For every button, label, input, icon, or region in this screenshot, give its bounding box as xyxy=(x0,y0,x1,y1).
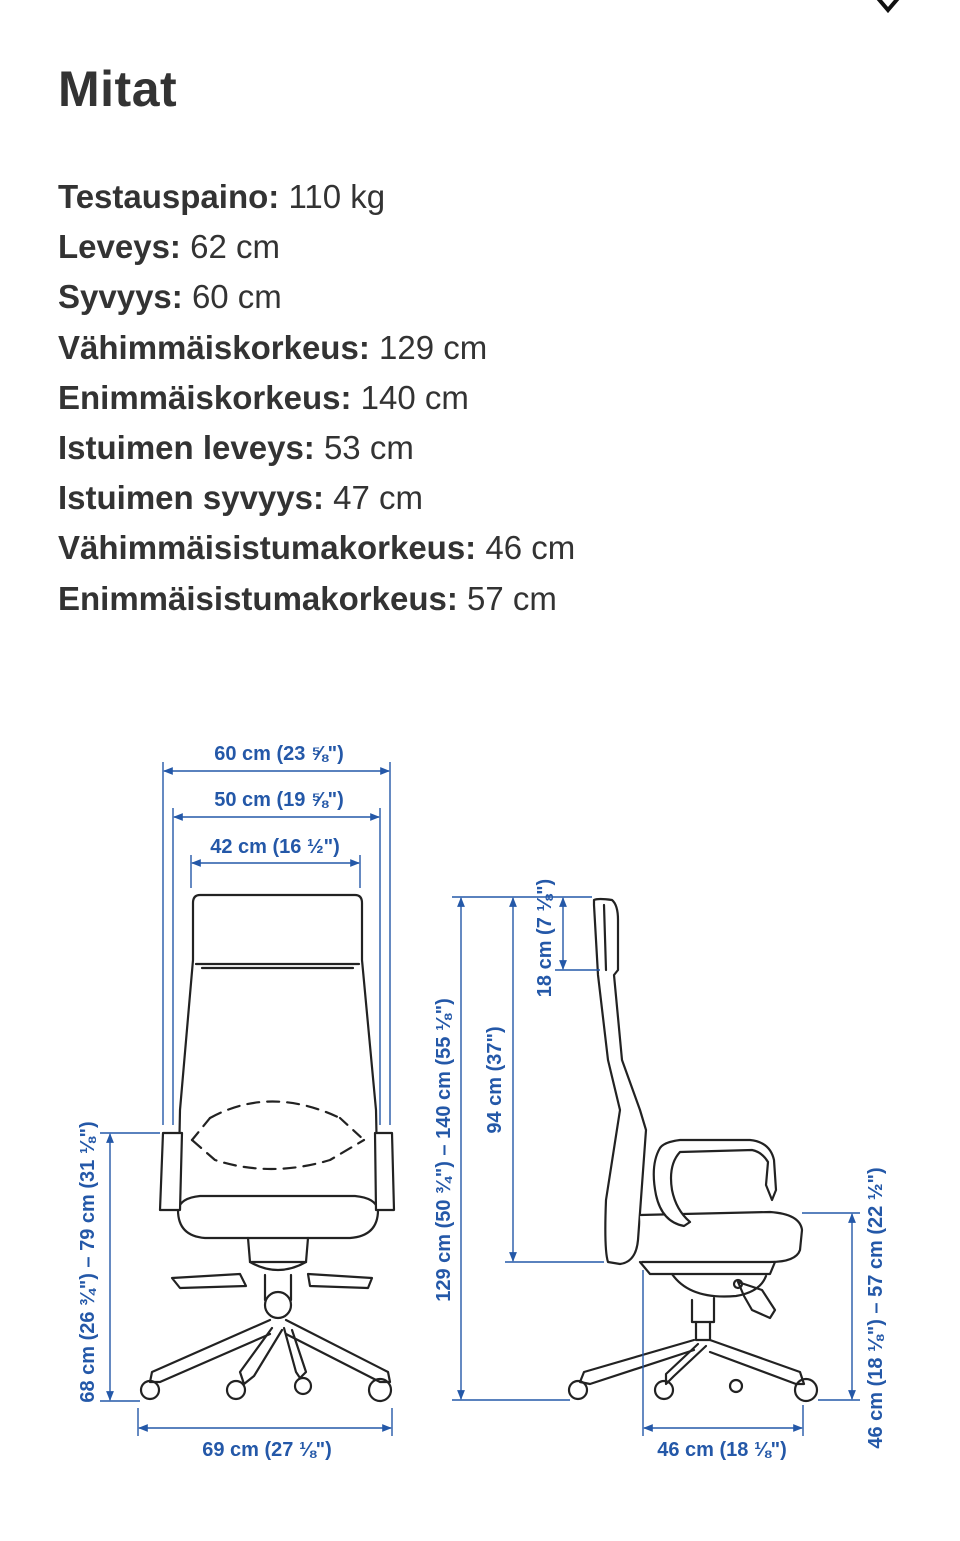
dimension-row xyxy=(58,574,575,624)
label-top-width: 60 cm (23 ⅝") xyxy=(214,743,344,765)
label-seat-height: 46 cm (18 ⅛") – 57 cm (22 ½") xyxy=(865,1167,887,1449)
dimension-value: 129 cm xyxy=(378,328,488,366)
side-view-chair xyxy=(569,899,817,1401)
dimension-label: Enimmäisistumakorkeus: xyxy=(58,579,458,617)
close-button[interactable] xyxy=(868,0,908,14)
label-armrest-width: 50 cm (19 ⅝") xyxy=(214,789,344,811)
label-headrest-height: 18 cm (7 ⅛") xyxy=(534,878,556,998)
dimension-label: Leveys: xyxy=(58,228,181,266)
dimension-drawing xyxy=(0,690,960,1541)
label-total-height: 129 cm (50 ¾") – 140 cm (55 ⅛") xyxy=(433,998,455,1302)
dimension-value: 140 cm xyxy=(360,378,469,416)
label-back-width: 42 cm (16 ½") xyxy=(210,836,340,858)
dimension-label: Testauspaino: xyxy=(58,178,280,215)
label-arm-height: 68 cm (26 ¾") – 79 cm (31 ⅛") xyxy=(77,1121,99,1403)
close-icon xyxy=(868,0,908,14)
dimension-row xyxy=(58,172,575,222)
dimension-label: Istuimen syvyys: xyxy=(58,479,324,517)
dimension-row xyxy=(58,222,575,272)
label-seat-depth: 46 cm (18 ⅛") xyxy=(657,1439,787,1461)
dimension-row xyxy=(58,373,575,423)
dimension-value: 62 cm xyxy=(190,228,280,266)
dimension-value: 53 cm xyxy=(323,428,414,466)
dimension-value: 110 kg xyxy=(288,178,386,215)
dimension-row xyxy=(58,272,575,322)
dimension-label: Syvyys: xyxy=(58,278,183,316)
dimension-row xyxy=(58,423,575,473)
dimension-value: 57 cm xyxy=(467,579,557,617)
dimension-value: 47 cm xyxy=(333,479,424,517)
front-view-chair xyxy=(141,895,394,1401)
dimension-row xyxy=(58,523,575,573)
dimension-value: 60 cm xyxy=(191,278,282,316)
page-title: Mitat xyxy=(58,61,178,117)
dimension-label: Vähimmäiskorkeus: xyxy=(58,328,370,366)
dimension-label: Vähimmäisistumakorkeus: xyxy=(58,529,477,567)
dimension-label: Enimmäiskorkeus: xyxy=(58,378,352,416)
label-back-height: 94 cm (37") xyxy=(484,1026,506,1134)
dimensions-list xyxy=(58,172,575,624)
label-base-width: 69 cm (27 ⅛") xyxy=(202,1439,332,1461)
dimension-row xyxy=(58,323,575,373)
dimension-value: 46 cm xyxy=(485,529,576,567)
dimension-row xyxy=(58,473,575,523)
dimension-label: Istuimen leveys: xyxy=(58,428,315,466)
